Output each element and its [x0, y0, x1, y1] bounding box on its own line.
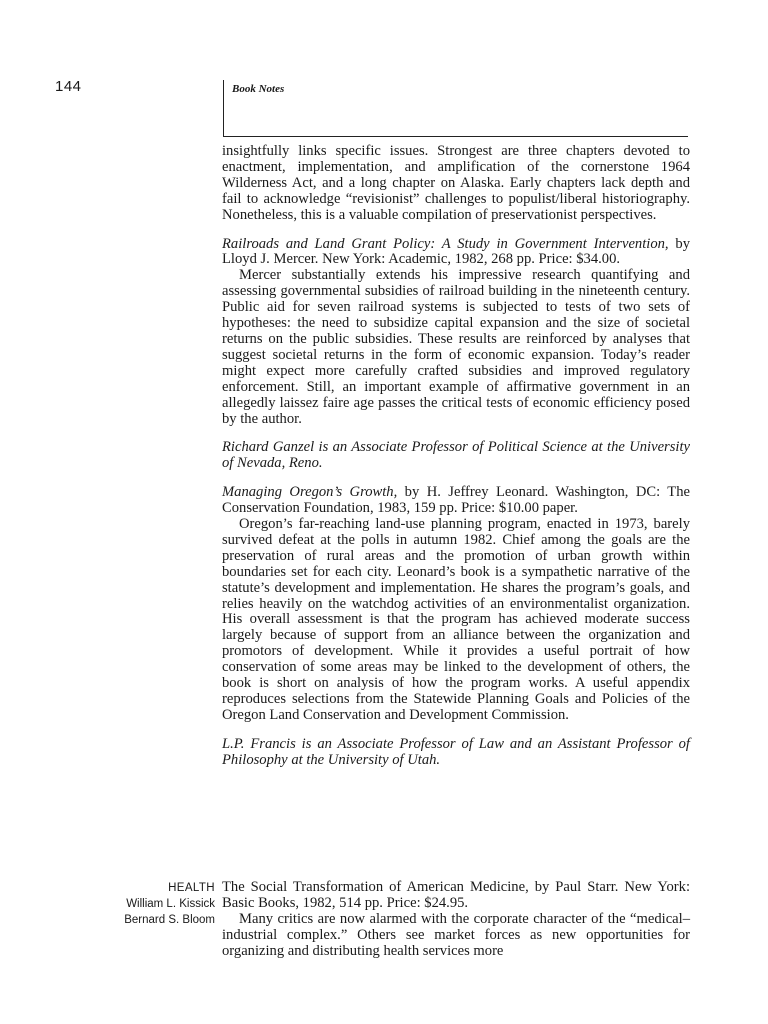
main-text-column [222, 144, 690, 769]
page-number: 144 [55, 78, 82, 95]
review-body-oregon: Oregon’s far-reaching land-use planning program, enacted in 1973, barely survived defeat at the polls in autumn 1982. Chief among the goals are the preservation of rural areas and the promotion of urban growth within boundaries set for each city. Leonard’s book is a sympathetic narrative of the statute’s development and implementation. He shares the program’s goals, and relies heavily on the watchdog activities of an environmentalist organization. His overall assessment is that the program has achieved moderate success largely because of support from an alliance between the organization and promotors of development. While it provides a useful portrait of how conservation of some areas may be linked to the development of others, the book is short on analysis of how the program works. A useful appendix reproduces selections from the Statewide Planning Goals and Policies of the Oregon Land Conservation and Development Commission. [222, 516, 690, 723]
section-margin-heads [124, 881, 215, 929]
book-publication-info: by Lloyd J. Mercer. New York: Academic, 1982, 268 pp. Price: $34.00. [222, 235, 690, 268]
book-title: Managing Oregon’s Growth, [222, 484, 398, 501]
book-title: The Social Transformation of American Medicine, [222, 879, 529, 895]
section-label-health: HEALTH [168, 882, 215, 894]
book-citation-starr [222, 880, 690, 912]
review-body-starr: Many critics are now alarmed with the corporate character of the “medical–industrial complex.” Others see market forces as new opportunities for organizing and distributing health services more [222, 910, 690, 959]
reviewer-bio-ganzel: Richard Ganzel is an Associate Professor of Political Science at the University of Nevada, Reno. [222, 439, 690, 472]
reviewer-name: Bernard S. Bloom [124, 913, 215, 926]
review-body-railroads: Mercer substantially extends his impressive research quantifying and assessing governmental subsidies of railroad building in the nineteenth century. Public aid for seven railroad systems is subjected to tests of two sets of hypotheses: the need to subsidize capital expansion and the size of societal returns on the public subsidies. These results are reinforced by analyses that suggest societal returns in the form of economic expansion. Today’s reader might expect more carefully crafted subsidies and improved regulatory enforcement. Still, an important example of affirmative government in an allegedly laissez faire age passes the critical tests of economic efficiency posed by the author. [222, 267, 690, 427]
book-publication-info: by Paul Starr. New York: Basic Books, 1982, 514 pp. Price: $24.95. [222, 879, 690, 911]
book-title: Railroads and Land Grant Policy: A Study in Government Intervention, [222, 235, 669, 252]
review-continuation: insightfully links specific issues. Strongest are three chapters devoted to enactment, implementation, and amplification of the cornerstone 1964 Wilderness Act, and a long chapter on Alaska. Early chapters lack depth and fail to acknowledge “revisionist” challenges to populist/liberal historiography. Nonetheless, this is a valuable compilation of preservationist perspectives. [222, 143, 690, 223]
book-publication-info: by H. Jeffrey Leonard. Washington, DC: The Conservation Foundation, 1983, 159 pp. Price: $10.00 paper. [222, 484, 690, 517]
header-vertical-rule [223, 80, 224, 137]
running-head: Book Notes [232, 83, 285, 95]
health-review [222, 880, 690, 960]
reviewer-bio-francis: L.P. Francis is an Associate Professor of Law and an Assistant Professor of Philosophy at the University of Utah. [222, 735, 690, 768]
book-citation-railroads [222, 237, 690, 269]
header-horizontal-rule [223, 136, 688, 137]
reviewer-name: William L. Kissick [126, 897, 215, 910]
book-citation-oregon [222, 485, 690, 517]
